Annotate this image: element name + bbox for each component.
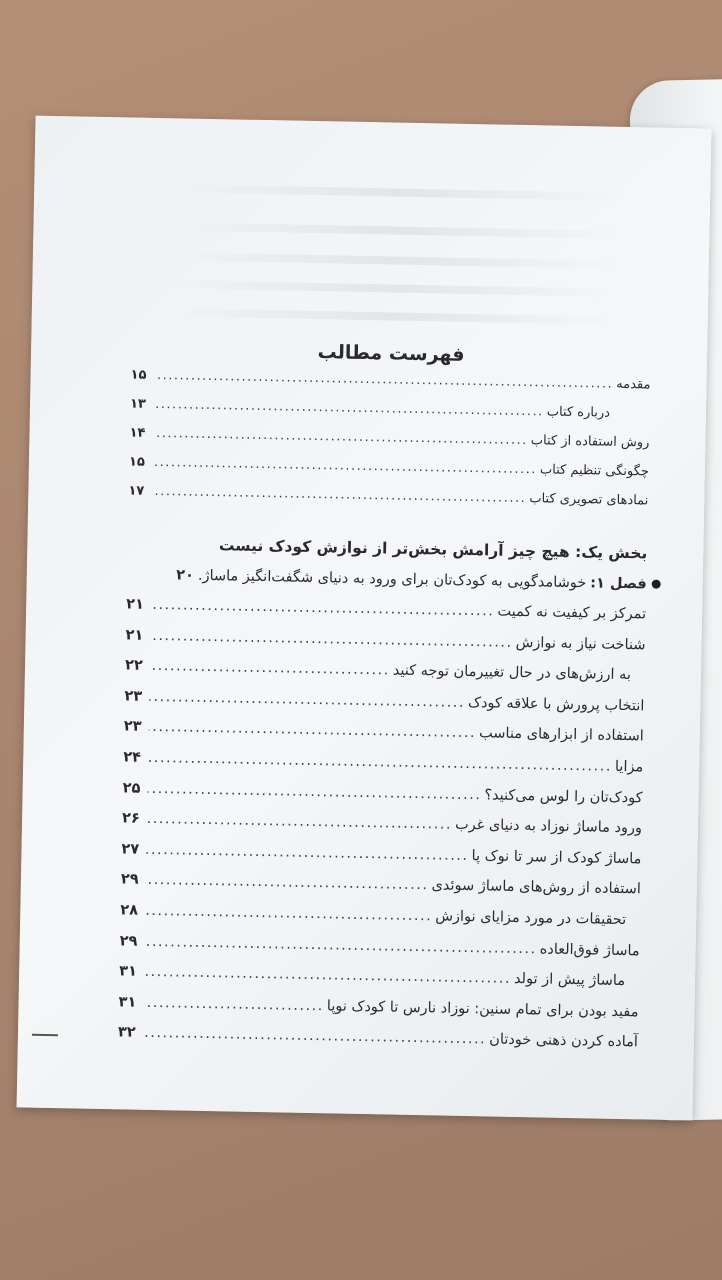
toc-title: فهرست مطالب [317,341,465,366]
leader-dots [150,658,390,679]
show-through-line [173,222,619,239]
toc-entry-page: ۲۹ [120,871,139,889]
toc-entry-label: چگونگی تنظیم کتاب [539,462,650,480]
part-title: بخش یک: هیچ چیز آرامش بخش‌تر از نوازش کودک نیست [218,536,648,563]
toc-entry-label: به ارزش‌های در حال تغییرمان توجه کنید [392,662,632,684]
toc-entry-page: ۲۲ [124,657,143,674]
toc-entry-page: ۱۳ [129,396,147,412]
toc-entry-page: ۲۶ [121,810,140,827]
toc-entry-page: ۲۳ [124,688,143,705]
toc-entry-label: آماده کردن ذهنی خودتان [489,1031,639,1051]
toc-entry-page: ۲۱ [125,627,144,644]
toc-entry-page: ۲۷ [121,841,140,858]
show-through-line [173,252,619,269]
toc-entry-label: ورود ماساژ نوزاد به دنیای غرب [454,816,643,837]
leader-dots [155,368,613,392]
toc-entry-page: ۲۸ [120,902,139,919]
toc-entry-page: ۲۳ [123,718,142,736]
toc-entry-page: ۱۴ [129,425,146,441]
toc-entry-page: ۲۹ [119,932,138,950]
toc-entry-page: ۳۱ [119,963,138,980]
toc-entry-label: مفید بودن برای تمام سنین: نوزاد نارس تا کودک نوپا [326,998,639,1021]
table-of-contents [118,337,652,1065]
book-page [17,116,712,1121]
toc-entry-label: درباره کتاب [546,404,611,421]
bullet-icon [652,580,661,589]
toc-entry-label: ماساژ پیش از تولد [513,971,626,990]
toc-entry-page: ۲۱ [126,596,145,613]
toc-entry-label: استفاده از ابزارهای مناسب [478,725,644,745]
toc-entry-label: انتخاب پرورش با علاقه کودک [467,694,645,715]
chapter-label: فصل ۱: [590,575,647,593]
chapter-page: ۲۰ [176,567,195,584]
toc-entry-page: ۲۴ [123,749,142,766]
toc-entry-page: ۳۱ [118,994,137,1011]
toc-entry-label: تحقیقات در مورد مزایای نوازش [435,908,627,929]
show-through-line [174,184,620,201]
toc-entry-label: شناخت نیاز به نوازش [515,634,646,654]
toc-entry-page: ۱۵ [130,367,147,383]
toc-entry-page: ۱۵ [128,454,145,470]
chapter-title: خوشامدگویی به کودک‌تان برای ورود به دنیای شگفت‌انگیز ماساژ. [197,567,587,592]
toc-entry-label: مزایا [614,758,644,776]
toc-entry-label: مقدمه [616,376,651,393]
toc-entry-label: ماساژ فوق‌العاده [539,940,640,959]
toc-entry-page: ۳۲ [117,1024,136,1042]
toc-entry-page: ۱۷ [128,483,145,499]
toc-entry-label: نمادهای تصویری کتاب [529,491,649,509]
toc-entry-label: ماساژ کودک از سر تا نوک پا [471,847,642,868]
toc-entry-label: روش استفاده از کتاب [530,433,650,451]
toc-entry-label: تمرکز بر کیفیت نه کمیت [497,603,647,623]
show-through-line [172,308,618,325]
toc-entry-page: ۲۵ [122,779,141,797]
leader-dots [143,995,324,1014]
page-edge-mark [32,1034,58,1036]
toc-entry-label: استفاده از روش‌های ماساژ سوئدی [431,877,641,898]
toc-entry-label: کودک‌تان را لوس می‌کنید؟ [484,786,643,806]
show-through-line [172,280,618,297]
